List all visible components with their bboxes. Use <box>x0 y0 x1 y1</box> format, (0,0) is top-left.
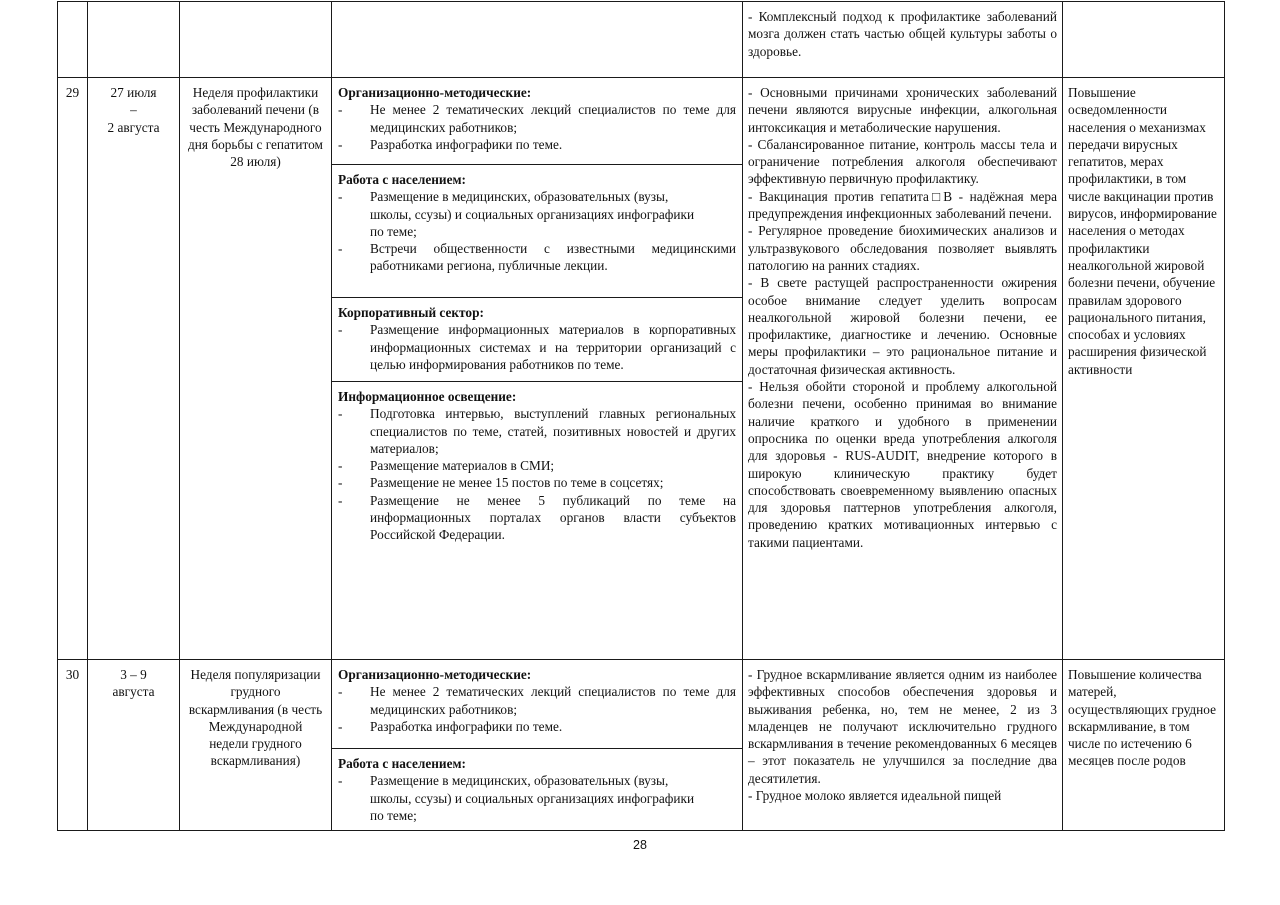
section-media <box>332 381 742 549</box>
date-end: 2 августа <box>107 119 160 135</box>
week-title: Неделя профилактики заболеваний печени (в честь Международного дня борьбы с гепатитом 28 июля) <box>188 85 323 170</box>
info-paragraph: - Вакцинация против гепатита□В - надёжная мера предупреждения инфекционных заболеваний печени. <box>748 188 1057 222</box>
row-number: 30 <box>58 660 88 831</box>
week-title: Неделя популяризации грудного вскармливания (в честь Международной недели грудного вскармливания) <box>188 667 323 769</box>
cell-info <box>743 2 1063 78</box>
section-heading: Организационно-методические: <box>338 85 532 100</box>
row-number: 29 <box>58 78 88 660</box>
list-item: - Подготовка интервью, выступлений главных региональных специалистов по теме, статей, позитивных новостей и других материалов; <box>338 406 736 456</box>
date-start: 3 – 9 <box>120 667 147 682</box>
section-heading: Информационное освещение: <box>338 389 517 404</box>
list-item: - Разработка инфографики по теме. <box>338 136 563 152</box>
cell-activities <box>332 660 743 831</box>
info-paragraph: - В свете растущей распространенности ожирения особое внимание следует уделить вопросам неалкогольной жировой болезни печени, ее профилактике, диагностике и лечению. Основные меры профилактики – это рациональное питание и достаточная физическая активность. <box>748 275 1057 377</box>
date-dash: – <box>130 102 137 118</box>
events-table <box>57 1 1225 831</box>
cell-activities <box>332 2 743 78</box>
cell-title <box>180 2 332 78</box>
row-title <box>180 660 332 831</box>
cell-info <box>743 660 1063 831</box>
list-item: - Размещение материалов в СМИ; <box>338 458 555 474</box>
cell-info <box>743 78 1063 660</box>
info-paragraph: - Сбалансированное питание, контроль массы тела и ограничение потребления алкоголя обеспечивают эффективную первичную профилактику. <box>748 136 1057 187</box>
row-date <box>88 660 180 831</box>
expected-result: Повышение количества матерей, осуществляющих грудное вскармливание, в том числе по истечению 6 месяцев после родов <box>1068 667 1216 769</box>
list-item: - Не менее 2 тематических лекций специалистов по теме для медицинских работников; <box>338 684 736 717</box>
cell-date <box>88 2 180 78</box>
list-item: - Размещение информационных материалов в корпоративных информационных системах и на территории организаций с целью информирования работников по теме. <box>338 322 736 372</box>
table-row-30 <box>58 660 1225 831</box>
table-row-continued <box>58 2 1225 78</box>
expected-result: Повышение осведомленности населения о механизмах передачи вирусных гепатитов, мерах профилактики, в том числе вакцинации против вирусов, информирование населения о методах профилактики неалкогольной жировой болезни печени, обучение правилам здорового рационального питания, способах и условиях расширения физической активности <box>1068 85 1217 377</box>
list-item: - Размещение не менее 5 публикаций по теме на информационных порталах органов власти субъектов Российской Федерации. <box>338 492 736 543</box>
row-title <box>180 78 332 660</box>
cell-result <box>1063 660 1225 831</box>
cell-result <box>1063 2 1225 78</box>
cell-result <box>1063 78 1225 660</box>
list-item: - Встречи общественности с известными медицинскими работниками региона, публичные лекции. <box>338 241 736 274</box>
date-end: августа <box>112 684 155 700</box>
list-item: - Размещение в медицинских, образовательных (вузы, школы, ссузы) и социальных организациях инфографики по теме; <box>338 773 695 823</box>
list-item: - Разработка инфографики по теме. <box>338 718 563 734</box>
info-paragraph: - Основными причинами хронических заболеваний печени являются вирусные инфекции, алкогольная интоксикация и метаболические нарушения. <box>748 85 1057 135</box>
table-row-29 <box>58 78 1225 660</box>
page-number: 28 <box>633 838 647 852</box>
list-item: - Размещение в медицинских, образовательных (вузы, школы, ссузы) и социальных организациях инфографики по теме; <box>338 189 695 239</box>
info-paragraph: - Комплексный подход к профилактике заболеваний мозга должен стать частью общей культуры заботы о здоровье. <box>748 9 1057 59</box>
section-heading: Работа с населением: <box>338 756 466 771</box>
list-item: - Размещение не менее 15 постов по теме в соцсетях; <box>338 475 664 491</box>
date-start: 27 июля <box>110 85 157 100</box>
info-paragraph: - Нельзя обойти стороной и проблему алкогольной болезни печени, особенно принимая во внимание наличие краткого и удобного в применении опросника по оценки вреда употребления алкоголя для здоровья - RUS-AUDIT, внедрение которого в широкую клиническую практику будет способствовать своевременному выявлению опасных для здоровья паттернов употребления алкоголя, проведению кратких мотивационных интервью с такими пациентами. <box>748 379 1057 550</box>
info-paragraph: - Грудное молоко является идеальной пищей <box>748 788 1002 804</box>
section-heading: Организационно-методические: <box>338 667 532 682</box>
section-corporate <box>332 297 742 381</box>
row-date <box>88 78 180 660</box>
info-paragraph: - Грудное вскармливание является одним из наиболее эффективных способов обеспечения здоровья и выживания ребенка, но, тем не менее, 2 из 3 младенцев не получают исключительно грудного вскармливания в течение рекомендованных 6 месяцев – этот показатель не улучшился за последние два десятилетия. <box>748 667 1057 786</box>
cell-num <box>58 2 88 78</box>
section-org <box>332 660 742 748</box>
section-heading: Корпоративный сектор: <box>338 305 484 320</box>
list-item: - Не менее 2 тематических лекций специалистов по теме для медицинских работников; <box>338 102 736 135</box>
cell-activities <box>332 78 743 660</box>
section-heading: Работа с населением: <box>338 172 466 187</box>
info-paragraph: - Регулярное проведение биохимических анализов и ультразвукового обследования позволяет выявлять патологию на ранних стадиях. <box>748 223 1057 273</box>
section-org <box>332 78 742 164</box>
section-population <box>332 164 742 297</box>
section-population <box>332 748 742 829</box>
